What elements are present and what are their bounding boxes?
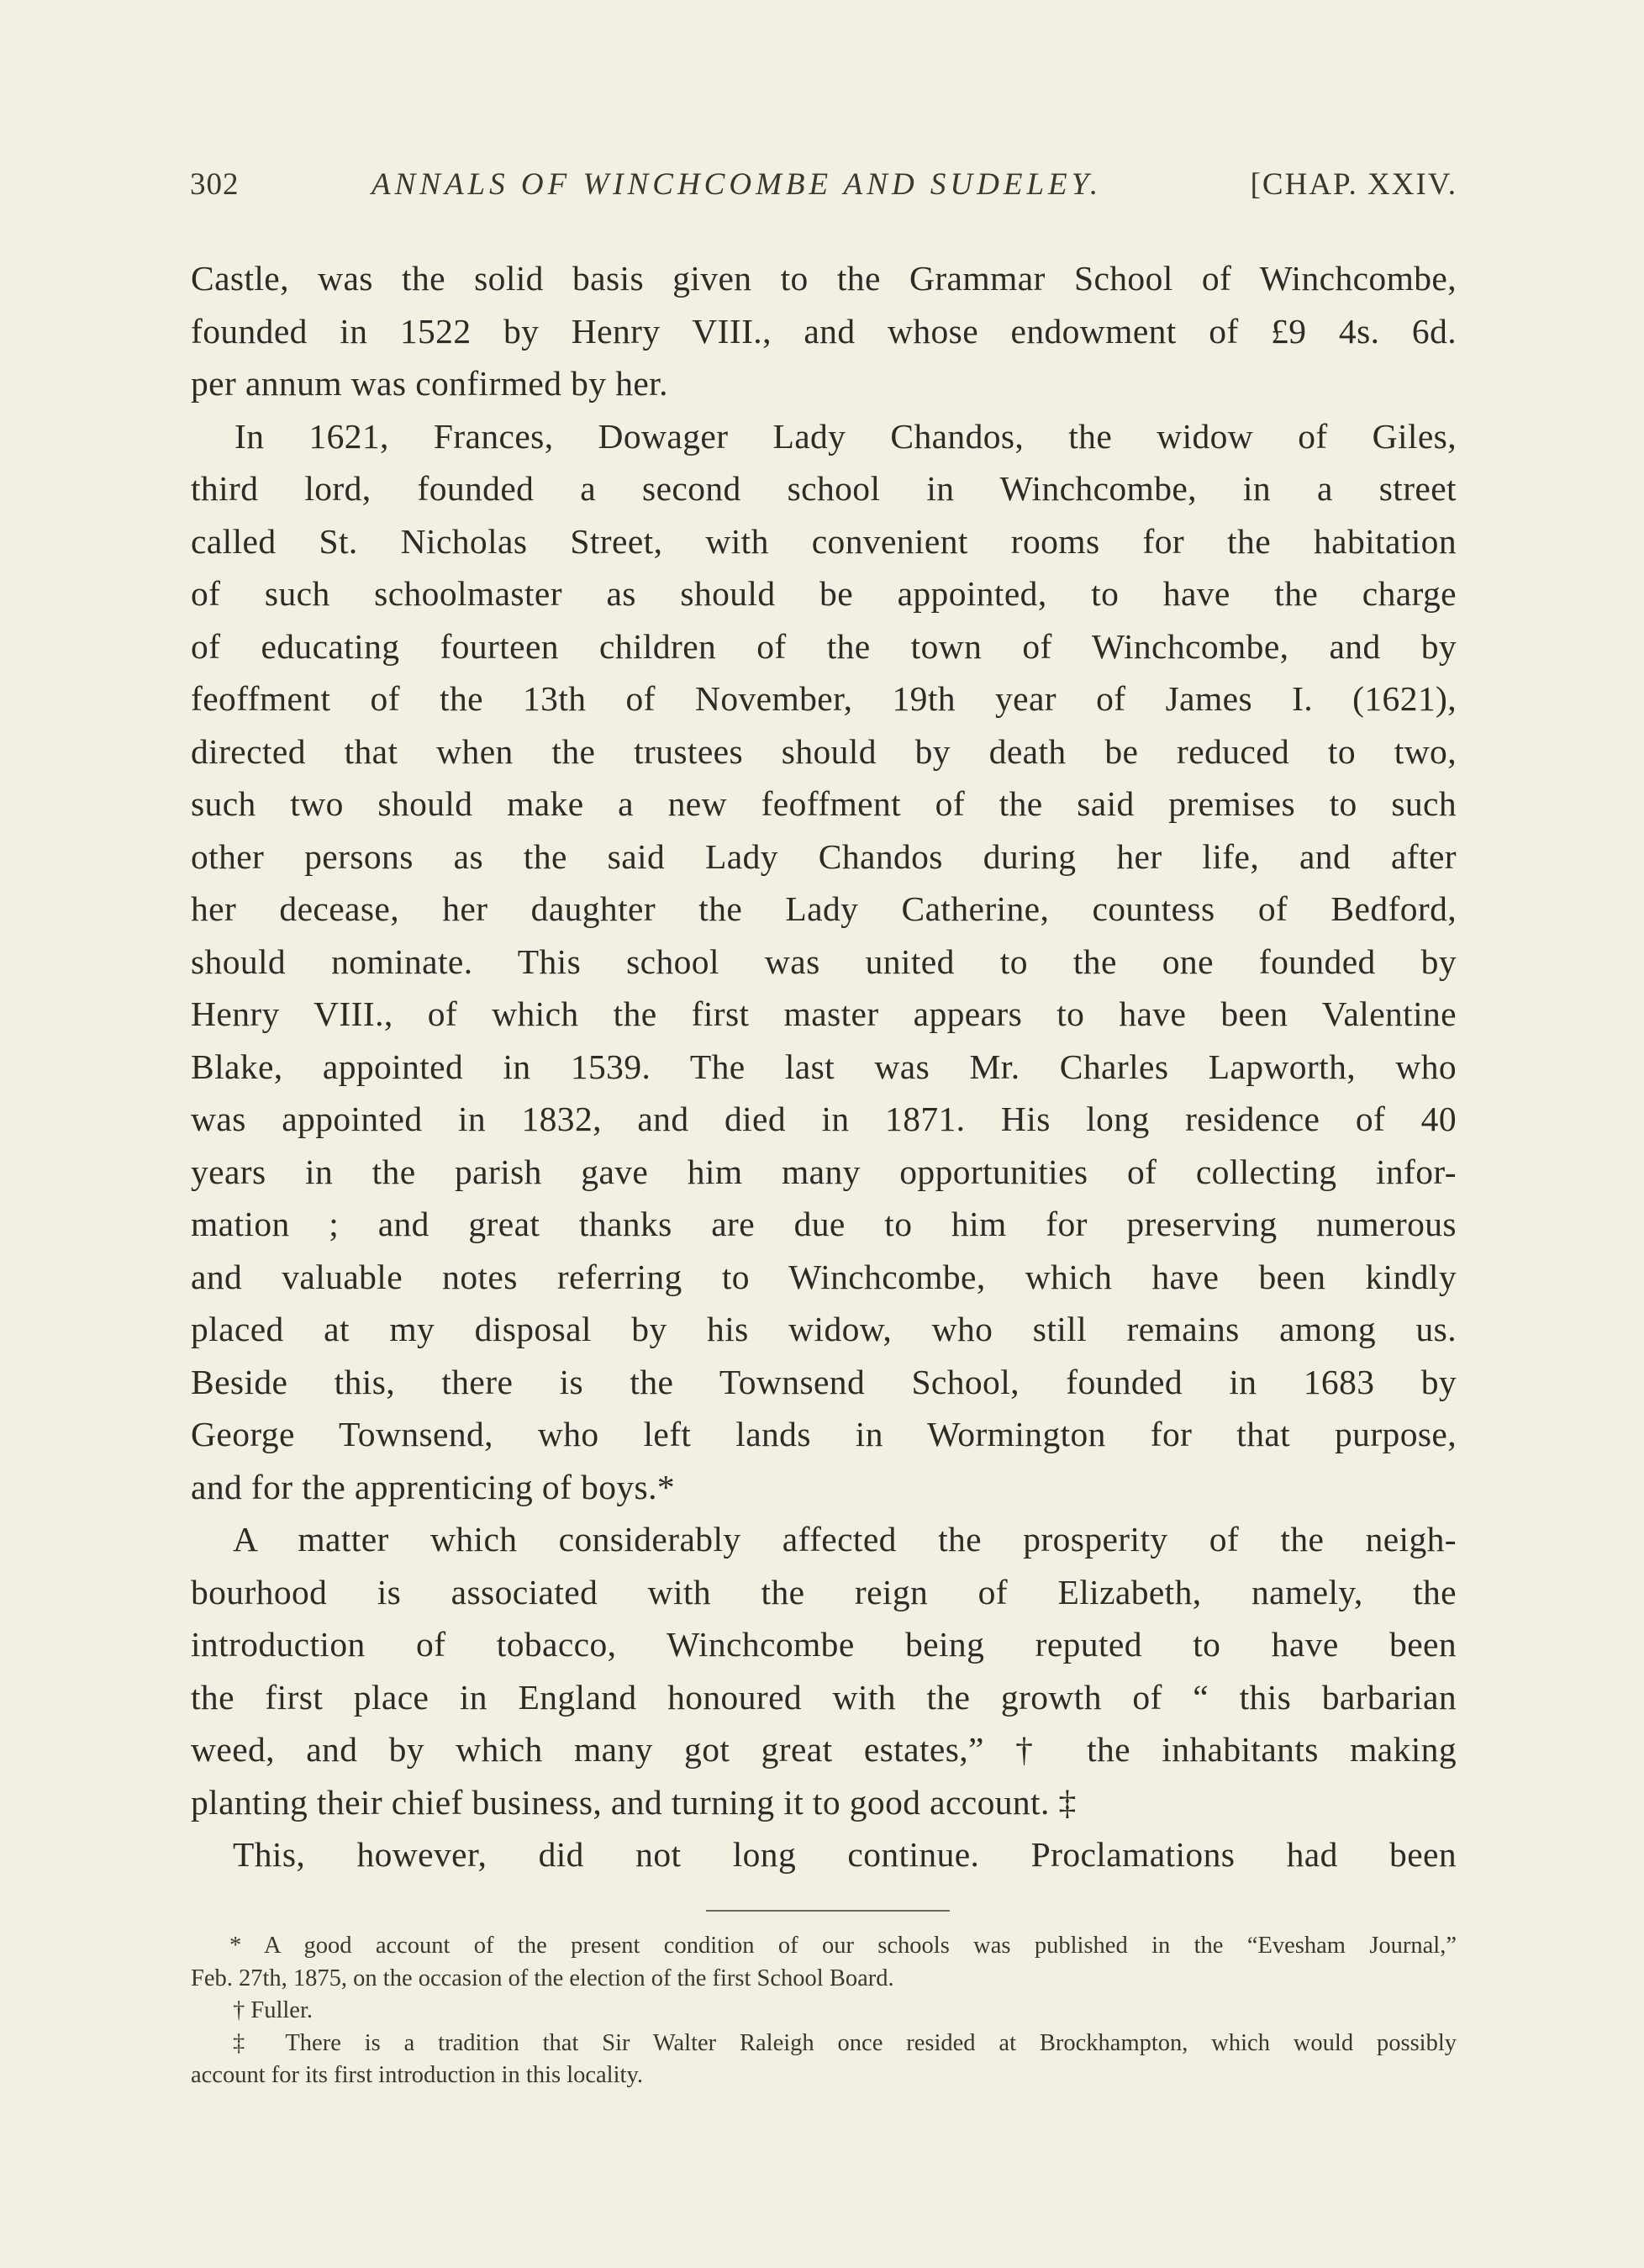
text-line: introduction of tobacco, Winchcombe being reputed to have been	[191, 1625, 1457, 1664]
paragraph-proclamations	[191, 1828, 1457, 1881]
chapter-reference: [CHAP. XXIV.	[1250, 167, 1457, 202]
footnote-line: † Fuller.	[233, 1997, 314, 2023]
footnote-line: ‡ There is a tradition that Sir Walter Raleigh once resided at Brockhampton, which would possibly	[233, 2029, 1457, 2056]
paragraph-lady-chandos	[191, 410, 1457, 1514]
text-line: was appointed in 1832, and died in 1871. His long residence of 40	[191, 1100, 1457, 1138]
text-line: of such schoolmaster as should be appointed, to have the charge	[191, 574, 1457, 613]
footnote-divider	[706, 1910, 950, 1912]
text-line: weed, and by which many got great estates,” † the inhabitants making	[191, 1730, 1457, 1769]
text-line: other persons as the said Lady Chandos during her life, and after	[191, 836, 1457, 876]
text-line: called St. Nicholas Street, with convenient rooms for the habitation	[191, 521, 1457, 561]
text-line: directed that when the trustees should by death be reduced to two,	[191, 731, 1457, 771]
text-line: placed at my disposal by his widow, who still remains among us.	[191, 1310, 1457, 1348]
text-line: George Townsend, who left lands in Wormington for that purpose,	[191, 1415, 1457, 1453]
footnotes	[191, 1930, 1457, 2092]
text-line: and valuable notes referring to Winchcombe, which have been kindly	[191, 1257, 1457, 1296]
text-line: her decease, her daughter the Lady Catherine, countess of Bedford,	[191, 889, 1457, 928]
footnote-line: account for its first introduction in this locality.	[191, 2062, 643, 2088]
page-number: 302	[190, 167, 240, 202]
text-line: such two should make a new feoffment of the said premises to such	[191, 784, 1457, 823]
text-line: bourhood is associated with the reign of Elizabeth, namely, the	[191, 1572, 1457, 1611]
text-line: Castle, was the solid basis given to the Grammar School of Winchcombe,	[191, 259, 1457, 298]
text-line: In 1621, Frances, Dowager Lady Chandos, the widow of Giles,	[234, 416, 1457, 456]
running-header	[190, 166, 1457, 208]
main-text	[191, 252, 1457, 1881]
text-line: Beside this, there is the Townsend School, founded in 1683 by	[191, 1362, 1457, 1401]
paragraph-grammar-school	[191, 252, 1457, 410]
text-line: should nominate. This school was united to the one founded by	[191, 941, 1457, 981]
footnote-line: * A good account of the present condition of our schools was published in the “Evesham Journal,”	[229, 1933, 1457, 1959]
footnote-line: Feb. 27th, 1875, on the occasion of the election of the first School Board.	[191, 1965, 894, 1991]
text-line: This, however, did not long continue. Proclamations had been	[233, 1835, 1457, 1874]
running-title: ANNALS OF WINCHCOMBE AND SUDELEY.	[371, 167, 1103, 202]
text-line: per annum was confirmed by her.	[191, 364, 668, 403]
text-line: Blake, appointed in 1539. The last was Mr. Charles Lapworth, who	[191, 1047, 1457, 1086]
text-line: third lord, founded a second school in Winchcombe, in a street	[191, 469, 1457, 508]
text-line: A matter which considerably affected the prosperity of the neigh-	[233, 1520, 1457, 1559]
text-line: years in the parish gave him many opportunities of collecting infor-	[191, 1152, 1457, 1191]
text-line: and for the apprenticing of boys.*	[191, 1467, 675, 1506]
text-line: founded in 1522 by Henry VIII., and whose endowment of £9 4s. 6d.	[191, 311, 1457, 351]
text-line: planting their chief business, and turning it to good account. ‡	[191, 1782, 1077, 1822]
text-line: of educating fourteen children of the town of Winchcombe, and by	[191, 626, 1457, 666]
text-line: mation ; and great thanks are due to him for preserving numerous	[191, 1205, 1457, 1243]
text-line: Henry VIII., of which the first master appears to have been Valentine	[191, 994, 1457, 1033]
text-line: feoffment of the 13th of November, 19th year of James I. (1621),	[191, 679, 1457, 718]
paragraph-tobacco	[191, 1513, 1457, 1828]
text-line: the first place in England honoured with the growth of “ this barbarian	[191, 1677, 1457, 1717]
